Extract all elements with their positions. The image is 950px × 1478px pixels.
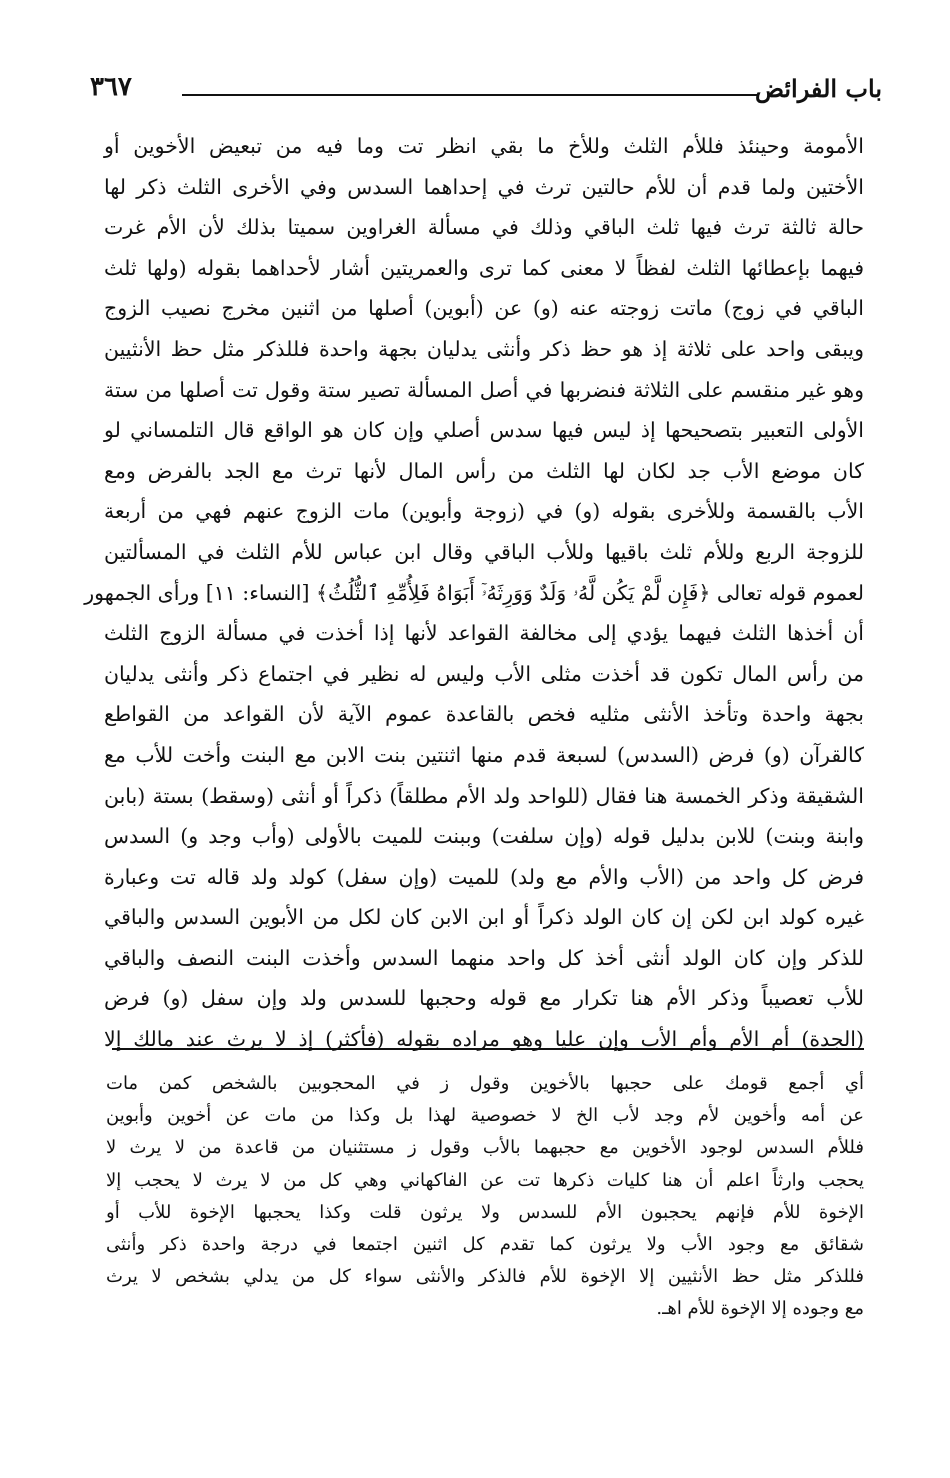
page-number: ٣٦٧: [90, 72, 132, 102]
chapter-title: باب الفرائض: [754, 74, 882, 103]
text-line: حالة ثالثة ترث فيها ثلث الباقي وذلك في مسألة الغراوين سميتا بذلك لأن الأم غرت: [104, 215, 864, 240]
text-line: الأمومة وحينئذ فللأم الثلث وللأخ ما بقي انظر تت وما فيه من تبعيض الأخوين أو: [104, 134, 864, 158]
footnote-line: فللذكر مثل حظ الأنثيين إلا الإخوة للأم فالذكر والأنثى سواء كل من يدلي بشخص لا يرث: [106, 1266, 864, 1288]
text-line: فيهما بإعطائها الثلث لفظاً لا معنى كما ترى والعمريتين أشار لأحداهما بقوله (ولها ثلث: [104, 255, 864, 280]
text-line: الأولى التعبير بتصحيحها إذ ليس فيها سدس أصلي وإن كان هو الواقع قال التلمساني لو: [104, 418, 864, 443]
text-line: كالقرآن (و) فرض (السدس) لسبعة قدم منها اثنتين بنت الابن مع البنت وأخت للأب مع: [104, 742, 864, 767]
text-line: لعموم قوله تعالى ﴿فَإِن لَّمْ يَكُن لَّهُۥ وَلَدٌ وَوَرِثَهُۥٓ أَبَوَاهُ فَلِأُمِّهِ ٱلثُّلُثُ﴾ [النساء: ١١] ورأى الجمهور: [84, 580, 864, 605]
footnote-line: مع وجوده إلا الإخوة للأم اهـ.: [656, 1298, 864, 1320]
text-line: الشقيقة وذكر الخمسة هنا فقال (للواحد ولد الأم مطلقاً) ذكراً أو أنثى (وسقط) بستة (بابن: [104, 783, 864, 808]
page-header: [90, 72, 882, 106]
text-line: الأب بالقسمة وللأخرى بقوله (و) في (زوجة وأبوين) مات الزوج عنهم فهي من أربعة: [104, 499, 864, 524]
footnote-line: يحجب وارثاً اعلم أن هنا كليات ذكرها تت عن الفاكهاني وهي كل من لا يرث لا يحجب إلا: [106, 1169, 864, 1191]
text-line: وهو غير منقسم على الثلاثة فنضربها في أصل المسألة تصير ستة وقول تت أصلها من ستة: [104, 377, 864, 402]
text-line: الأختين ولما قدم أن للأم حالتين ترث في إحداهما السدس وفي الأخرى الثلث ذكر لها: [104, 174, 864, 199]
text-line: كان موضع الأب جد لكان لها الثلث من رأس المال لأنها ترث مع الجد بالفرض ومع: [104, 458, 864, 483]
text-line: بجهة واحدة وتأخذ الأنثى مثليه فخص بالقاعدة عموم الآية لأن القواعد من القواطع: [104, 702, 864, 727]
text-line: للأب تعصيباً وذكر الأم هنا تكرار مع قوله وحجبها للسدس ولد وإن سفل (و) فرض: [104, 986, 864, 1011]
text-line: فرض كل واحد من (الأب والأم مع ولد) للميت (وإن سفل) كولد ولد قاله تت وعبارة: [104, 864, 864, 889]
text-line: أن أخذها الثلث فيهما يؤدي إلى مخالفة القواعد لأنها إذا أخذت في مسألة الزوج الثلث: [104, 621, 864, 646]
footnote-line: الإخوة للأم فإنهم يحجبون الأم للسدس ولا يرثون قلت وكذا يحجبها الإخوة للأب أو: [106, 1201, 864, 1223]
text-line: وابنة وبنت) للابن بدليل قوله (وإن سلفت) وببنت للميت بالأولى (وأب وجد و) السدس: [104, 824, 864, 849]
footnote-divider: [112, 1048, 864, 1050]
text-line: الباقي في زوج) ماتت زوجته عنه (و) عن (أبوين) أصلها من اثنين مخرج نصيب الزوج: [104, 296, 864, 321]
footnote-line: عن أمه وأخوين لأم وجد لأب الخ لا خصوصية لهذا بل وكذا من مات عن أخوين وأبوين: [106, 1105, 864, 1127]
header-rule: [182, 94, 758, 96]
text-line: للزوجة الربع وللأم ثلث باقيها وللأب الباقي وقال ابن عباس للأم الثلث في المسألتين: [104, 539, 864, 564]
text-line: (الجدة) أم الأم وأم الأب وإن عليا وهو مراده بقوله (فأكثر) إذ لا يرث عند مالك إلا: [104, 1027, 864, 1052]
footnote-line: فللأم السدس لوجود الأخوين مع حجبهما بالأب وقول ز مستثنيان من قاعدة من لا يرث لا: [106, 1137, 864, 1159]
footnote-line: شقائق مع وجود الأب ولا يرثون كما تقدم كل اثنين اجتمعا في درجة واحدة ذكر وأنثى: [106, 1233, 864, 1255]
text-line: للذكر وإن كان الولد أنثى أخذ كل واحد منهما السدس وأخذت البنت النصف والباقي: [104, 945, 864, 970]
text-line: من رأس المال تكون قد أخذت مثلى الأب وليس له نظير في اجتماع ذكر وأنثى يدليان: [104, 661, 865, 686]
footnote-line: أي أجمع قومك على حجبها بالأخوين وقول ز في المحجوبين بالشخص كمن مات: [106, 1073, 864, 1094]
main-text: [84, 126, 865, 1060]
text-line: غيره كولد ابن لكن إن كان الولد ذكراً أو ابن الابن كان لكل من الأبوين السدس والباقي: [104, 905, 864, 930]
text-line: ويبقى واحد على ثلاثة إذ هو حظ ذكر وأنثى يدليان بجهة واحدة فللذكر مثل حظ الأنثيين: [104, 336, 864, 361]
footnotes: [106, 1068, 864, 1326]
